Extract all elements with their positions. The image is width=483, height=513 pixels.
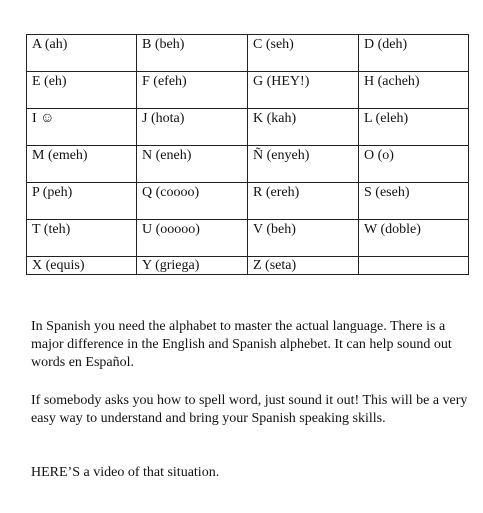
- alphabet-table: [26, 34, 469, 275]
- intro-paragraph: In Spanish you need the alphabet to master the actual language. There is a major difference in the English and Spanish alphebet. It can help sound out words en Español.: [31, 319, 452, 370]
- empty-cell: [359, 257, 469, 275]
- letter-cell: T (teh): [27, 220, 137, 257]
- letter-cell: V (beh): [248, 220, 359, 257]
- table-row: [27, 72, 469, 109]
- letter-cell: P (peh): [27, 183, 137, 220]
- letter-cell: E (eh): [27, 72, 137, 109]
- letter-cell: S (eseh): [359, 183, 469, 220]
- letter-cell: Q (coooo): [137, 183, 248, 220]
- table-row: [27, 257, 469, 275]
- letter-cell: N (eneh): [137, 146, 248, 183]
- letter-cell: G (HEY!): [248, 72, 359, 109]
- letter-cell: W (doble): [359, 220, 469, 257]
- letter-cell: J (hota): [137, 109, 248, 146]
- video-note-paragraph: HERE’S a video of that situation.: [31, 465, 220, 480]
- letter-cell: K (kah): [248, 109, 359, 146]
- letter-cell: M (emeh): [27, 146, 137, 183]
- letter-cell: L (eleh): [359, 109, 469, 146]
- letter-cell: U (ooooo): [137, 220, 248, 257]
- letter-cell: Ñ (enyeh): [248, 146, 359, 183]
- letter-cell: H (acheh): [359, 72, 469, 109]
- letter-cell: R (ereh): [248, 183, 359, 220]
- letter-cell: Z (seta): [248, 257, 359, 275]
- table-row: [27, 146, 469, 183]
- letter-cell: F (efeh): [137, 72, 248, 109]
- letter-cell: O (o): [359, 146, 469, 183]
- table-row: [27, 183, 469, 220]
- letter-cell: I ☺: [27, 109, 137, 146]
- letter-cell: D (deh): [359, 35, 469, 72]
- table-row: [27, 220, 469, 257]
- letter-cell: A (ah): [27, 35, 137, 72]
- letter-cell: C (seh): [248, 35, 359, 72]
- letter-cell: B (beh): [137, 35, 248, 72]
- spelling-tip-paragraph: If somebody asks you how to spell word, just sound it out! This will be a very easy way to understand and bring your Spanish speaking skills.: [31, 393, 468, 426]
- table-row: [27, 109, 469, 146]
- table-row: [27, 35, 469, 72]
- letter-cell: X (equis): [27, 257, 137, 275]
- letter-cell: Y (griega): [137, 257, 248, 275]
